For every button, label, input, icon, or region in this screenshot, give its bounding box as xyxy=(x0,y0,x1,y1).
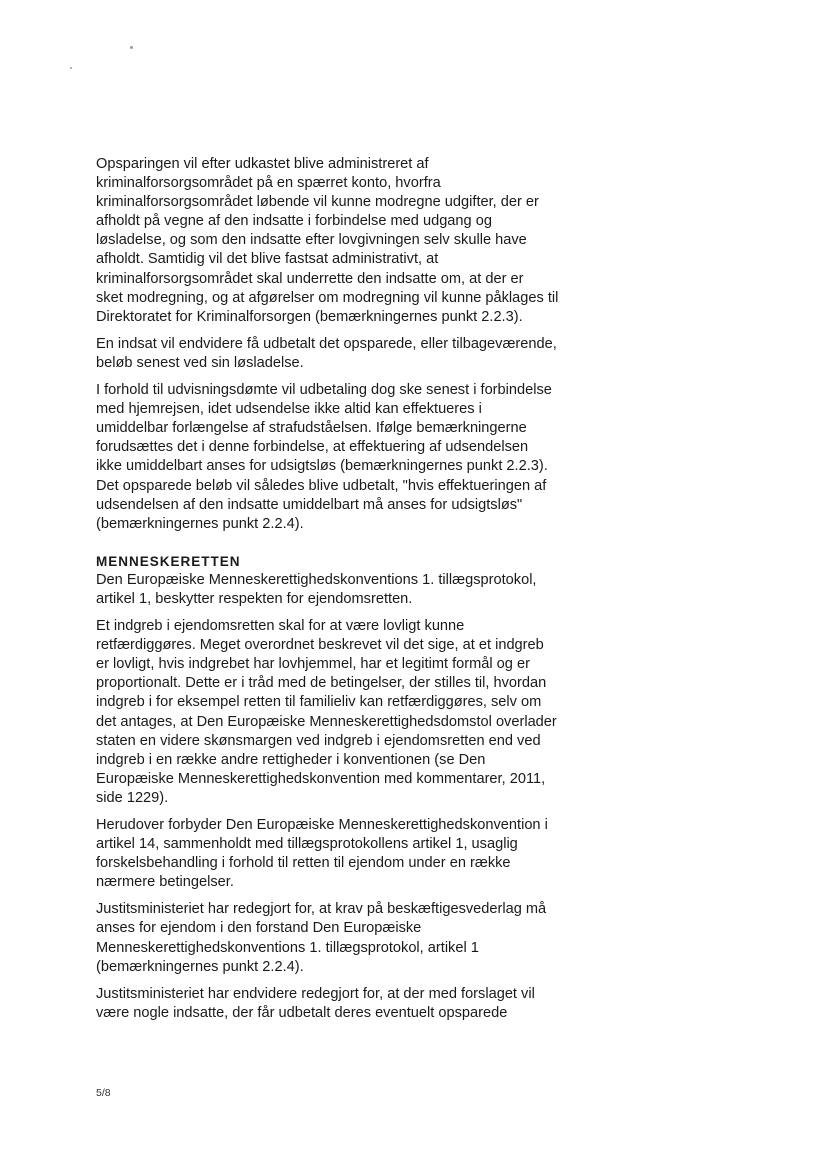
scan-speck xyxy=(130,46,133,49)
scan-speck xyxy=(70,67,72,69)
paragraph-protocol-article-1: Den Europæiske Menneskerettighedskonventions 1. tillægsprotokol, artikel 1, beskytter respekten for ejendomsretten. xyxy=(96,571,537,607)
paragraph-article-14: Herudover forbyder Den Europæiske Menneskerettighedskonvention i artikel 14, sammenholdt med tillægsprotokollens artikel 1, usaglig forskelsbehandling i forhold til retten til ejendom under en række nærmere betingelser. xyxy=(96,817,548,891)
paragraph-ministry-inmates: Justitsministeriet har endvidere redegjort for, at der med forslaget vil være nogle indsatte, der får udbetalt deres eventuelt opsparede xyxy=(96,985,535,1021)
paragraph-savings-administration: Opsparingen vil efter udkastet blive administreret af kriminalforsorgsområdet på en spærret konto, hvorfra kriminalforsorgsområdet løbende vil kunne modregne udgifter, der er afholdt på vegne af den indsatte i forbindelse med udgang og løsladelse, og som den indsatte efter lovgivningen selv skulle have afholdt. Samtidig vil det blive fastsat administrativt, at kriminalforsorgsområdet skal underrette den indsatte om, at der er sket modregning, og at afgørelser om modregning vil kunne påklages til Direktoratet for Kriminalforsorgen (bemærkningernes punkt 2.2.3). xyxy=(96,156,559,325)
paragraph-expelled-inmates: I forhold til udvisningsdømte vil udbetaling dog ske senest i forbindelse med hjemrejsen, idet udsendelse ikke altid kan effektueres i umiddelbar forlængelse af strafudståelsen. Ifølge bemærkningerne forudsættes det i denne forbindelse, at effektuering af udsendelsen ikke umiddelbart anses for udsigtsløs (bemærkningernes punkt 2.2.3). Det opsparede beløb vil således blive udbetalt, "hvis effektueringen af udsendelsen af den indsatte umiddelbart må anses for udsigtsløs" (bemærkningernes punkt 2.2.4). xyxy=(96,382,552,532)
paragraph-payout-release: En indsat vil endvidere få udbetalt det opsparede, eller tilbageværende, beløb senest ved sin løsladelse. xyxy=(96,335,557,371)
document-body xyxy=(96,155,576,1031)
section-heading: MENNESKERETTEN xyxy=(96,553,241,569)
paragraph-lawful-interference: Et indgreb i ejendomsretten skal for at være lovligt kunne retfærdiggøres. Meget overordnet beskrevet vil det sige, at et indgreb er lovligt, hvis indgrebet har lovhjemmel, har et legitimt formål og er proportionalt. Dette er i tråd med de betingelser, der stilles til, hvordan indgreb i for eksempel retten til familieliv kan retfærdiggøres, selv om det antages, at Den Europæiske Menneskerettighedsdomstol overlader staten en videre skønsmargen ved indgreb i ejendomsretten end ved indgreb i en række andre rettigheder i konventionen (se Den Europæiske Menneskerettighedskonvention med kommentarer, 2011, side 1229). xyxy=(96,618,557,806)
page-number: 5/8 xyxy=(96,1087,111,1099)
paragraph-ministry-property: Justitsministeriet har redegjort for, at krav på beskæftigesvederlag må anses for ejendom i den forstand Den Europæiske Menneskerettighedskonventions 1. tillægsprotokol, artikel 1 (bemærkningernes punkt 2.2.4). xyxy=(96,901,547,975)
